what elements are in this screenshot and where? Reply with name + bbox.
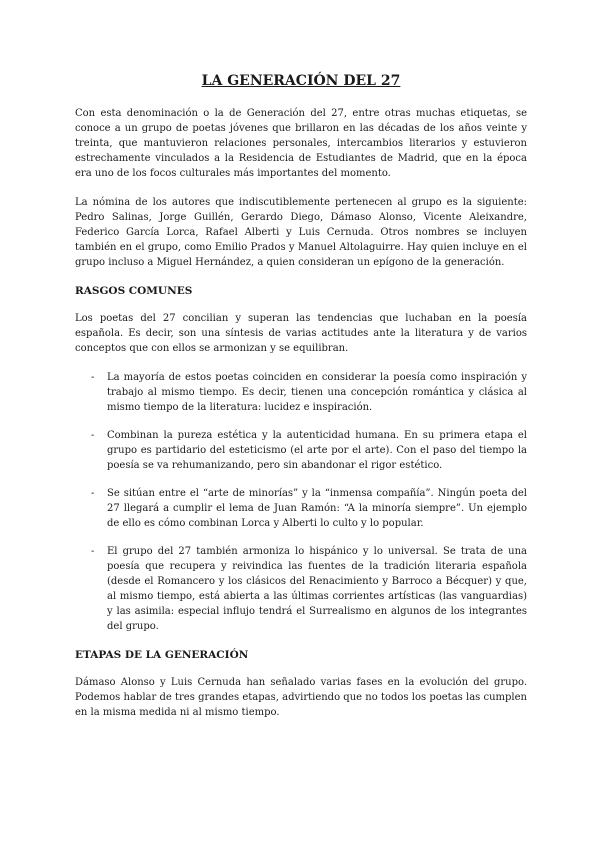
bullet-dash: - (91, 430, 95, 441)
list-item (75, 428, 527, 473)
list-item (75, 544, 527, 634)
rasgos-list (75, 370, 527, 634)
list-item-text: El grupo del 27 también armoniza lo hispánico y lo universal. Se trata de una poesía que recupera y reivindica las fuentes de la tradición literaria española (desde el Romancero y los clásicos del Renacimiento y Barroco a Bécquer) y que, al mismo tiempo, está abierta a las últimas corrientes artísticas (las vanguardias) y las asimila: especial influjo tendrá el Surrealismo en algunos de los integrantes del grupo. (107, 546, 527, 632)
document-page (75, 72, 527, 734)
list-item-text: Se sitúan entre el “arte de minorías” y la “inmensa compañía”. Ningún poeta del 27 llegará a cumplir el lema de Juan Ramón: “A la minoría siempre”. Un ejemplo de ello es cómo combinan Lorca y Alberti lo culto y lo popular. (107, 488, 527, 529)
list-item-text: La mayoría de estos poetas coinciden en considerar la poesía como inspiración y trabajo al mismo tiempo. Es decir, tienen una concepción romántica y clásica al mismo tiempo de la literatura: lucidez e inspiración. (107, 372, 527, 413)
document-title: LA GENERACIÓN DEL 27 (201, 73, 401, 89)
list-item-text: Combinan la pureza estética y la autenticidad humana. En su primera etapa el grupo es partidario del esteticismo (el arte por el arte). Con el paso del tiempo la poesía se va rehumanizando, pero sin abandonar el rigor estético. (107, 430, 527, 471)
intro-paragraph-1: Con esta denominación o la de Generación del 27, entre otras muchas etiquetas, se conoce a un grupo de poetas jóvenes que brillaron en las décadas de los años veinte y treinta, que mantuvieron relaciones personales, intercambios literarios y estuvieron estrechamente vinculados a la Residencia de Estudiantes de Madrid, que en la época era uno de los focos culturales más importantes del momento. (75, 108, 527, 179)
bullet-dash: - (91, 488, 95, 499)
list-item (75, 370, 527, 415)
rasgos-intro-paragraph: Los poetas del 27 concilian y superan las tendencias que luchaban en la poesía española. Es decir, son una síntesis de varias actitudes ante la literatura y de varios conceptos que con ellos se armonizan y se equilibran. (75, 313, 527, 354)
bullet-dash: - (91, 546, 95, 557)
etapas-intro-paragraph: Dámaso Alonso y Luis Cernuda han señalado varias fases en la evolución del grupo. Podemos hablar de tres grandes etapas, advirtiendo que no todos los poetas las cumplen en la misma medida ni al mismo tiempo. (75, 677, 527, 718)
bullet-dash: - (91, 372, 95, 383)
intro-paragraph-2: La nómina de los autores que indiscutiblemente pertenecen al grupo es la siguiente: Pedro Salinas, Jorge Guillén, Gerardo Diego, Dámaso Alonso, Vicente Aleixandre, Federico García Lorca, Rafael Alberti y Luis Cernuda. Otros nombres se incluyen también en el grupo, como Emilio Prados y Manuel Altolaguirre. Hay quien incluye en el grupo incluso a Miguel Hernández, a quien consideran un epígono de la generación. (75, 197, 527, 268)
list-item (75, 486, 527, 531)
rasgos-heading: RASGOS COMUNES (75, 285, 193, 297)
etapas-heading: ETAPAS DE LA GENERACIÓN (75, 649, 249, 661)
